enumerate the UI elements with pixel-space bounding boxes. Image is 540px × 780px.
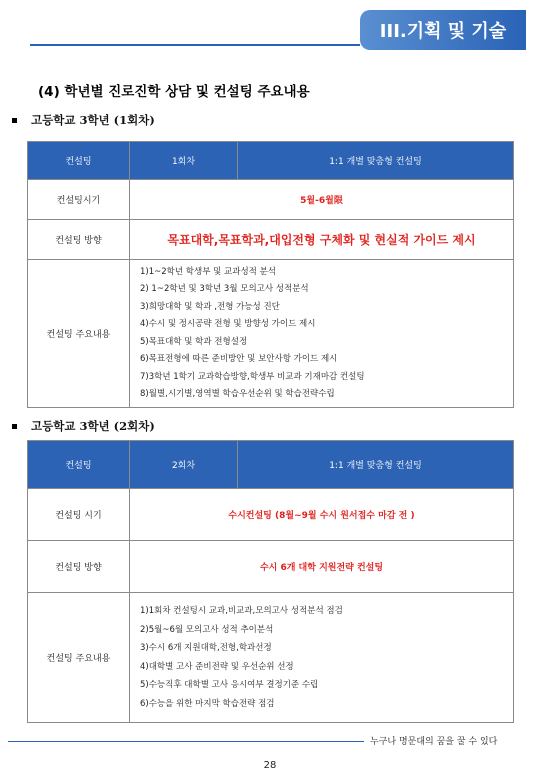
- list-item: 1)1회차 컨설팅시 교과,비교과,모의고사 성적분석 점검: [140, 606, 343, 616]
- content-cell: [130, 260, 514, 408]
- time-label: 컨설팅 시기: [28, 489, 130, 541]
- block2-heading-text: 고등학교 3학년 (2회차): [31, 419, 155, 433]
- block1-heading: [12, 112, 155, 128]
- table-row-direction: [28, 541, 514, 593]
- header-consulting: 컨설팅: [28, 142, 130, 180]
- block1-heading-text: 고등학교 3학년 (1회차): [31, 113, 155, 127]
- table-row-content: [28, 260, 514, 408]
- section-title: (4) 학년별 진로진학 상담 및 컨설팅 주요내용: [38, 84, 310, 100]
- list-item: 3)희망대학 및 학과 ,전형 가능성 진단: [140, 301, 280, 312]
- time-label: 컨설팅시기: [28, 180, 130, 220]
- table-header-row: [28, 142, 514, 180]
- list-item: 2)5월~6월 모의고사 성적 추이분석: [140, 624, 274, 635]
- header-type: 1:1 개별 맞춤형 컨설팅: [238, 142, 514, 180]
- header-round: 2회차: [130, 441, 238, 489]
- content-cell: [130, 593, 514, 723]
- content-list: [130, 264, 513, 404]
- table-row-time: [28, 489, 514, 541]
- table-row-content: [28, 593, 514, 723]
- header-consulting: 컨설팅: [28, 441, 130, 489]
- table-row-direction: [28, 220, 514, 260]
- consulting-table-2: [27, 440, 514, 723]
- list-item: 2) 1~2학년 및 3학년 3월 모의고사 성적분석: [140, 284, 309, 294]
- header-type: 1:1 개별 맞춤형 컨설팅: [238, 441, 514, 489]
- list-item: 4)대학별 고사 준비전략 및 우선순위 선정: [140, 661, 294, 672]
- time-value: 수시컨설팅 (8월~9월 수시 원서접수 마감 전 ): [130, 489, 514, 541]
- direction-label: 컨설팅 방향: [28, 541, 130, 593]
- direction-label: 컨설팅 방향: [28, 220, 130, 260]
- page-number: 28: [263, 760, 277, 771]
- list-item: 5)목표대학 및 학과 전형설정: [140, 336, 248, 347]
- time-value: 5월-6월限: [130, 180, 514, 220]
- footer-motto: 누구나 명문대의 꿈을 꿀 수 있다: [370, 737, 498, 747]
- header-round: 1회차: [130, 142, 238, 180]
- table-row-time: [28, 180, 514, 220]
- content-list: [130, 602, 513, 713]
- list-item: 6)수능을 위한 마지막 학습전략 점검: [140, 698, 275, 709]
- chapter-title: III.기획 및 기술: [360, 10, 526, 50]
- chapter-rule: [30, 44, 360, 46]
- content-label: 컨설팅 주요내용: [28, 260, 130, 408]
- list-item: 1)1~2학년 학생부 및 교과성적 분석: [140, 266, 277, 277]
- table-header-row: [28, 441, 514, 489]
- list-item: 3)수시 6개 지원대학,전형,학과선정: [140, 643, 272, 653]
- direction-value: 목표대학,목표학과,대입전형 구체화 및 현실적 가이드 제시: [130, 220, 514, 260]
- consulting-table-1: [27, 141, 514, 408]
- list-item: 5)수능직후 대학별 고사 응시여부 결정기준 수립: [140, 680, 319, 690]
- footer-rule: [8, 741, 364, 742]
- list-item: 4)수시 및 정시공략 전형 및 방향성 가이드 제시: [140, 319, 316, 329]
- direction-value: 수시 6개 대학 지원전략 컨설팅: [130, 541, 514, 593]
- square-bullet-icon: [12, 118, 17, 123]
- list-item: 7)3학년 1학기 교과학습방향,학생부 비교과 기재마감 컨설팅: [140, 371, 365, 382]
- content-label: 컨설팅 주요내용: [28, 593, 130, 723]
- list-item: 8)월별,시기별,영역별 학습우선순위 및 학습전략수립: [140, 389, 335, 399]
- block2-heading: [12, 418, 155, 434]
- square-bullet-icon: [12, 424, 17, 429]
- list-item: 6)목표전형에 따른 준비방안 및 보안사항 가이드 제시: [140, 354, 338, 364]
